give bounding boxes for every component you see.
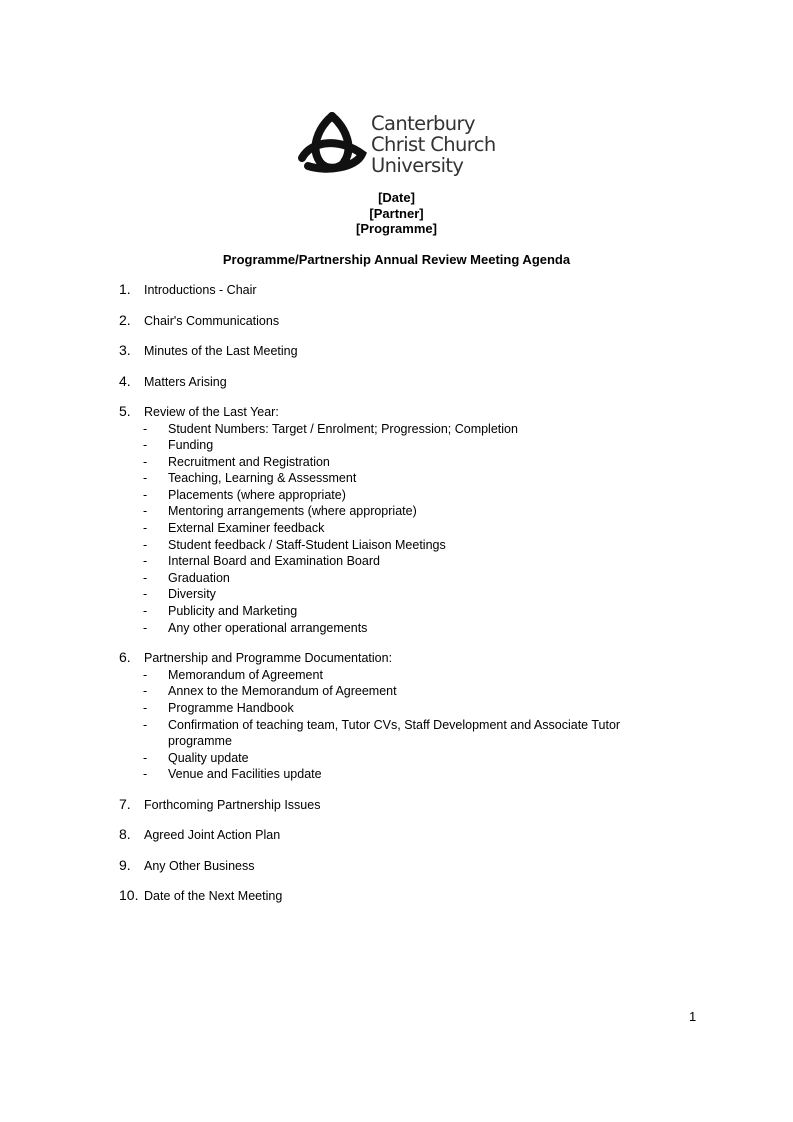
agenda-item [0,404,793,636]
agenda-subitem-text: Memorandum of Agreement [168,667,323,682]
agenda-item-number: 10. [119,887,139,904]
dash-bullet: - [143,750,148,765]
agenda-item-label: Introductions - Chair [144,283,257,297]
agenda-subitem-text: Diversity [168,587,216,602]
agenda-subitem [0,570,793,587]
agenda-item [0,313,793,330]
dash-bullet: - [143,421,148,436]
agenda-item-number: 5. [119,403,131,419]
dash-bullet: - [143,700,148,715]
agenda-subitem-text: Student feedback / Staff-Student Liaison Meetings [168,537,446,552]
dash-bullet: - [143,454,148,469]
agenda-item [0,374,793,391]
agenda-subitem [0,603,793,620]
agenda-subitem-text: Recruitment and Registration [168,454,330,469]
agenda-item-label: Minutes of the Last Meeting [144,344,298,358]
agenda-item [0,827,793,844]
agenda-item-label: Matters Arising [144,374,227,389]
agenda-subitem [0,700,793,717]
agenda-subitem [0,537,793,554]
dash-bullet: - [143,684,148,699]
agenda-subitem [0,766,793,783]
agenda-subitem [0,717,793,750]
agenda-subitem-text: Placements (where appropriate) [168,487,346,502]
agenda-item [0,343,793,360]
agenda-subitem-list [0,421,793,637]
agenda-item-label: Forthcoming Partnership Issues [144,797,321,812]
agenda-item-label: Agreed Joint Action Plan [144,828,281,843]
agenda-subitem-text: Annex to the Memorandum of Agreement [168,684,397,699]
agenda-item-number: 4. [119,372,131,389]
dash-bullet: - [143,667,148,682]
agenda-subitem-text: Graduation [168,570,230,585]
agenda-subitem-list [0,667,793,783]
date-placeholder: [Date] [378,190,415,205]
agenda-subitem [0,487,793,504]
logo-wordmark [371,113,496,176]
agenda-subitem [0,586,793,603]
dash-bullet: - [143,604,148,619]
agenda-subitem-text: Mentoring arrangements (where appropriate) [168,504,417,519]
dash-bullet: - [143,620,148,635]
dash-bullet: - [143,504,148,519]
agenda-subitem [0,667,793,684]
agenda-item [0,858,793,875]
agenda-item-number: 2. [119,311,131,328]
agenda-item [0,650,793,783]
agenda-item-number: 3. [119,342,131,358]
agenda-item-label: Partnership and Programme Documentation: [144,651,393,666]
agenda-subitem [0,454,793,471]
agenda-subitem-text: Internal Board and Examination Board [168,554,380,569]
agenda-item-number: 1. [119,281,131,297]
agenda-subitem-text: Quality update [168,750,249,765]
agenda-item [0,797,793,814]
agenda-subitem [0,553,793,570]
agenda-subitem-text: Confirmation of teaching team, Tutor CVs, Staff Development and Associate Tutor programme [168,717,621,749]
agenda-subitem-text: Venue and Facilities update [168,767,322,782]
logo-line-2: Christ Church [371,133,496,156]
dash-bullet: - [143,554,148,569]
agenda-item-label: Chair's Communications [144,313,280,328]
meeting-header [0,190,793,237]
agenda-subitem [0,683,793,700]
partner-placeholder: [Partner] [369,205,424,221]
dash-bullet: - [143,487,148,502]
agenda-item-number: 9. [119,856,131,873]
agenda-subitem [0,620,793,637]
dash-bullet: - [143,438,148,453]
dash-bullet: - [143,471,148,486]
dash-bullet: - [143,717,148,732]
dash-bullet: - [143,570,148,585]
agenda-subitem [0,421,793,438]
page-number: 1 [689,1009,697,1024]
agenda-subitem-text: Student Numbers: Target / Enrolment; Progression; Completion [168,421,518,436]
agenda-item-label: Any Other Business [144,858,255,873]
programme-placeholder: [Programme] [356,221,437,236]
trinity-knot-icon [296,110,368,176]
agenda-item-label: Date of the Next Meeting [144,889,283,904]
agenda-subitem-text: Any other operational arrangements [168,620,368,635]
agenda-subitem [0,520,793,537]
agenda-item-number: 6. [119,649,131,666]
agenda-subitem-text: Programme Handbook [168,700,294,715]
agenda-subitem [0,750,793,767]
university-logo [296,110,506,176]
agenda-subitem [0,437,793,454]
agenda-subitem-text: Funding [168,438,214,453]
agenda-subitem-text: External Examiner feedback [168,521,325,536]
agenda-item [0,282,793,299]
agenda-title: Programme/Partnership Annual Review Meeting Agenda [222,252,571,267]
dash-bullet: - [143,521,148,536]
dash-bullet: - [143,587,148,602]
agenda-subitem-text: Publicity and Marketing [168,604,298,619]
dash-bullet: - [143,537,148,552]
logo-line-3: University [371,154,464,177]
agenda-item-label: Review of the Last Year: [144,405,279,419]
agenda-item [0,888,793,905]
agenda-subitem [0,503,793,520]
logo-line-1: Canterbury [371,112,475,135]
dash-bullet: - [143,767,148,782]
agenda-item-number: 7. [119,795,131,812]
agenda-subitem [0,470,793,487]
agenda-subitem-text: Teaching, Learning & Assessment [168,471,357,486]
agenda-item-number: 8. [119,826,131,843]
agenda-list [0,282,793,919]
